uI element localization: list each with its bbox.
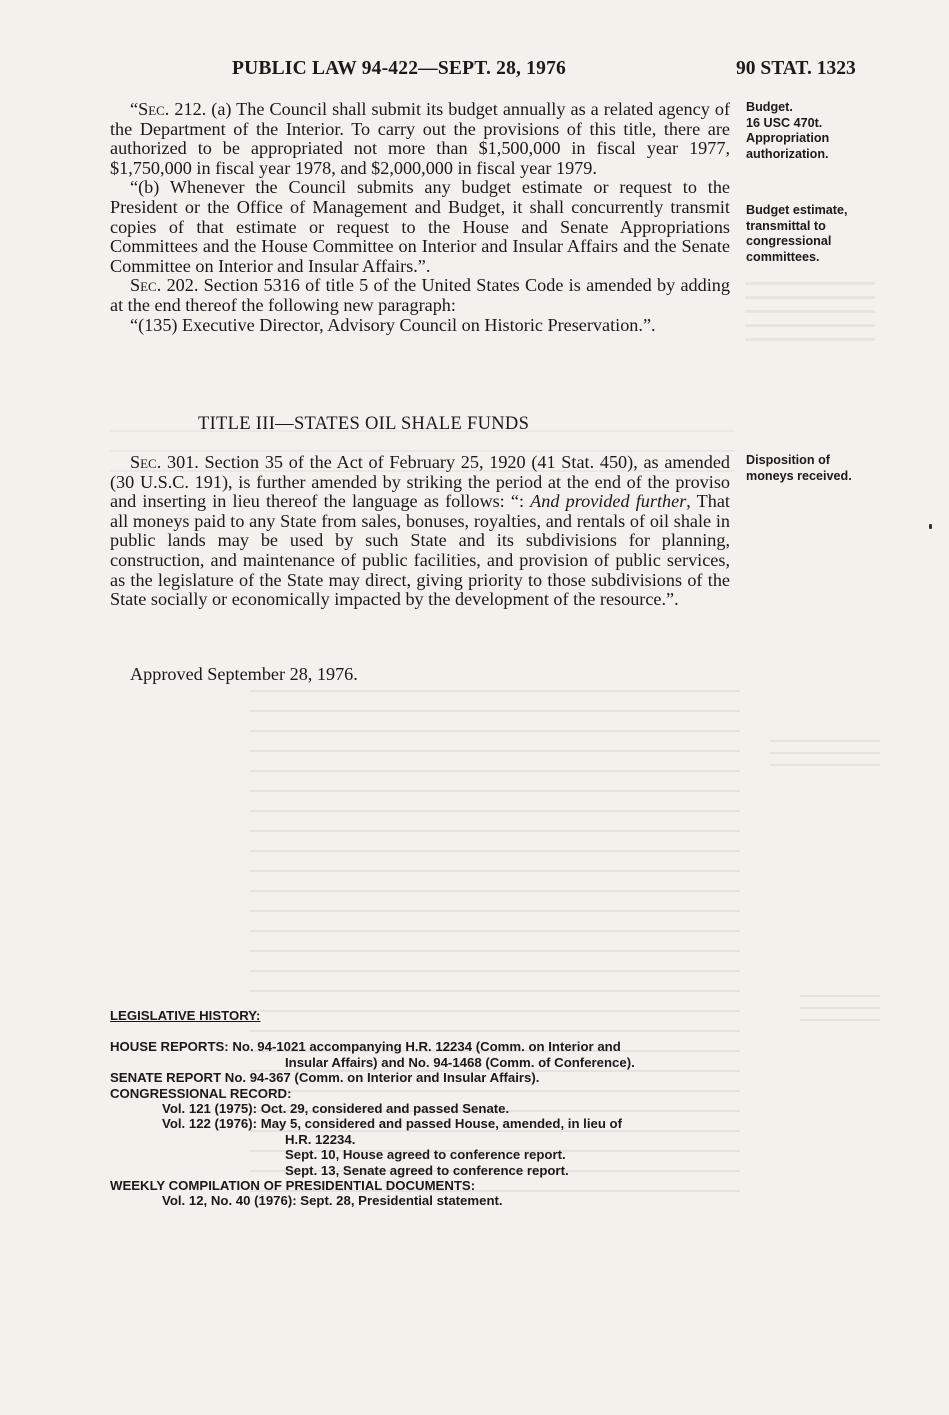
approval-date: Approved September 28, 1976. (130, 664, 358, 684)
sec-202-paragraph: “(135) Executive Director, Advisory Council on Historic Preservation.”. (130, 314, 656, 335)
margin-note-budget: Budget. 16 USC 470t. Appropriation authorization. (746, 100, 830, 161)
vol-121: Vol. 121 (1975): Oct. 29, considered and passed Senate. (162, 1101, 510, 1117)
legislative-history-heading: LEGISLATIVE HISTORY: (110, 1008, 261, 1023)
legislative-history (110, 1008, 735, 1209)
house-reports-line-1: HOUSE REPORTS: No. 94-1021 accompanying H.R. 12234 (Comm. on Interior and (110, 1039, 621, 1055)
sept-13-entry: Sept. 13, Senate agreed to conference report. (285, 1162, 569, 1178)
statute-page-number: 90 STAT. 1323 (736, 58, 856, 79)
margin-note-budget-estimate: Budget estimate, transmittal to congressional committees. (746, 203, 848, 264)
house-reports-line-2: Insular Affairs) and No. 94-1468 (Comm. of Conference). (285, 1054, 635, 1070)
vol-12-entry: Vol. 12, No. 40 (1976): Sept. 28, Presidential statement. (162, 1193, 503, 1209)
sec-301-body (110, 453, 730, 610)
vol-122-line-1: Vol. 122 (1976): May 5, considered and passed House, amended, in lieu of (162, 1116, 622, 1132)
vol-122-line-2: H.R. 12234. (285, 1131, 356, 1147)
title-iii-heading: TITLE III—STATES OIL SHALE FUNDS (198, 414, 530, 434)
sec-202: Sec. 202. Section 5316 of title 5 of the United States Code is amended by adding at the end thereof the following new paragraph: (110, 275, 730, 315)
sec-212-a: “Sec. 212. (a) The Council shall submit its budget annually as a related agency of the Department of the Interior. To carry out the provisions of this title, there are authorized to be appropriated not more than $1,500,000 in fiscal year 1977, $1,750,000 in fiscal year 1978, and $2,000,000 in fiscal year 1979. (110, 99, 730, 178)
senate-report: SENATE REPORT No. 94-367 (Comm. on Interior and Insular Affairs). (110, 1070, 540, 1086)
running-head-title: PUBLIC LAW 94-422—SEPT. 28, 1976 (232, 58, 566, 79)
bleed-through-texture (800, 995, 880, 1025)
sec-212-b: “(b) Whenever the Council submits any budget estimate or request to the President or the Office of Management and Budget, it shall concurrently transmit copies of that estimate or request to the House and Senate Appropriations Committees and the House Committee on Interior and Insular Affairs and the Senate Committee on Interior and Insular Affairs.”. (110, 177, 730, 276)
sept-10-entry: Sept. 10, House agreed to conference report. (285, 1147, 566, 1163)
stray-mark (929, 524, 932, 529)
bleed-through-texture (745, 282, 875, 342)
bleed-through-texture (770, 740, 880, 770)
statute-body (110, 100, 730, 335)
congressional-record-heading: CONGRESSIONAL RECORD: (110, 1085, 292, 1101)
weekly-compilation-heading: WEEKLY COMPILATION OF PRESIDENTIAL DOCUMENTS: (110, 1178, 476, 1194)
sec-301: Sec. 301. Section 35 of the Act of February 25, 1920 (41 Stat. 450), as amended (30 U.S.C. 191), is further amended by striking the period at the end of the proviso and inserting in lieu thereof the language as follows: “: And provided further, That all moneys paid to any State from sales, bonuses, royalties, and rentals of oil shale in public lands may be used by such State and its subdivisions for planning, construction, and maintenance of public facilities, and provision of public services, as the legislature of the State may direct, giving priority to those subdivisions of the State socially or economically impacted by the development of the resource.”. (110, 452, 730, 610)
margin-note-disposition: Disposition of moneys received. (746, 453, 852, 483)
